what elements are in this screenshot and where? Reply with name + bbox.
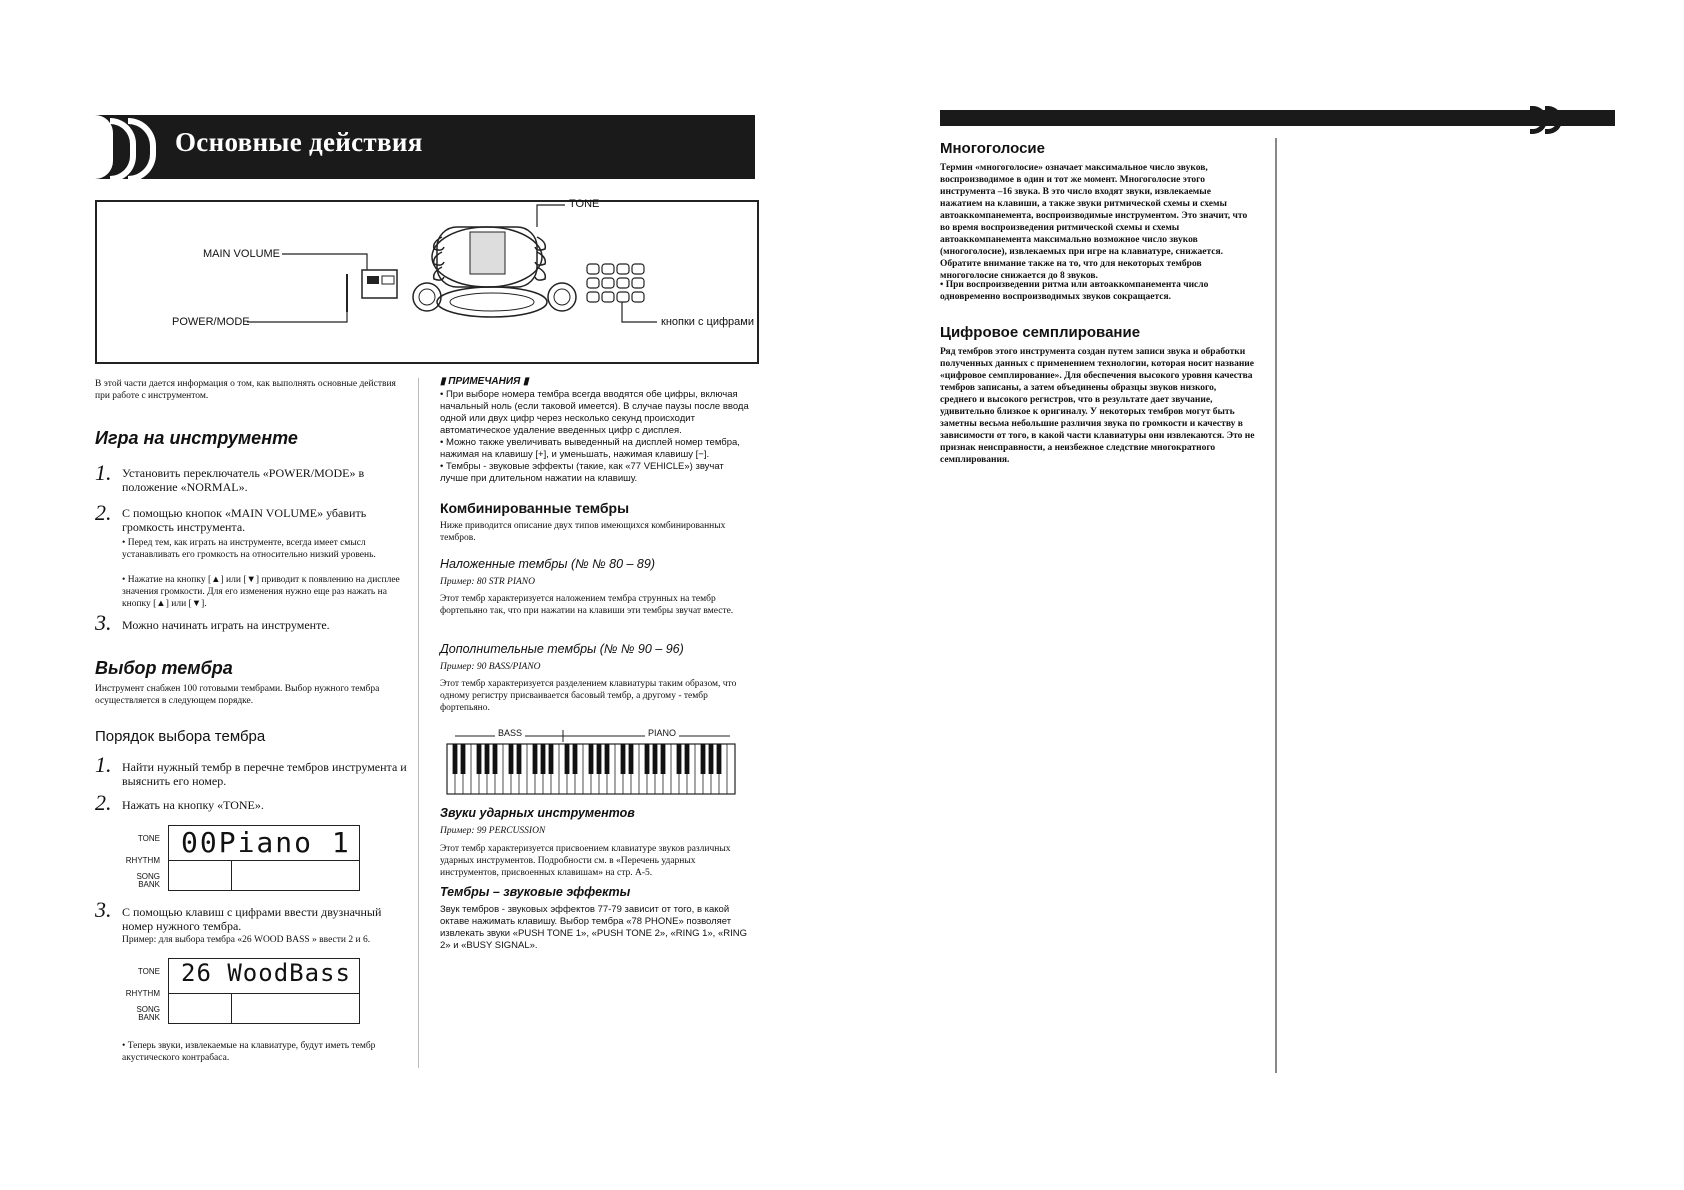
lcd-frame (168, 958, 360, 1024)
step-text: Найти нужный тембр в перечне тембров инструмента и выяснить его номер. (122, 760, 407, 788)
note-item: • При выборе номера тембра всегда вводятся обе цифры, включая начальный ноль (если таковой имеется). В случае паузы после ввода одной или двух цифр через несколько секунд происходит автоматическое удаление введенных цифр с дисплея. (440, 389, 749, 436)
black-key (493, 744, 498, 774)
poly-bullet-text: При воспроизведении ритма или автоаккомпанемента число одновременно воспроизводимых звуков сокращается. (940, 280, 1209, 302)
black-key (701, 744, 706, 774)
keyboard-keys (445, 728, 740, 796)
note-item: • Можно также увеличивать выведенный на дисплей номер тембра, нажимая на клавишу [+], и уменьшать, нажимая клавишу [−]. (440, 437, 740, 460)
step-text: Установить переключатель «POWER/MODE» в положение «NORMAL». (122, 466, 365, 494)
black-key (533, 744, 538, 774)
split-heading: Дополнительные тембры (№ № 90 – 96) (440, 642, 684, 656)
power-mode-label: POWER/MODE (172, 316, 250, 328)
black-key (717, 744, 722, 774)
lcd-song-label: SONG (136, 1005, 160, 1014)
black-key (605, 744, 610, 774)
lcd-frame (168, 825, 360, 891)
bullet-text: Нажатие на кнопку [▲] или [▼] приводит к появлению на дисплее значения громкости. Для его изменения нужно еще раз нажать на кнопку [▲] или [▼]. (122, 575, 400, 609)
black-key (597, 744, 602, 774)
step-number: 2. (95, 790, 112, 815)
sfx-text: Звук тембров - звуковых эффектов 77-79 зависит от того, в какой октаве нажимать клавишу. Выбор тембра «78 PHONE» позволяет извлекать звуки «PUSH TONE 1», «PUSH TONE 2», «RING 1», «RING 2» и «BUSY SIGNAL». (440, 904, 747, 951)
lcd-display-2 (120, 958, 365, 1024)
black-key (621, 744, 626, 774)
poly-heading: Многоголосие (940, 140, 1045, 157)
black-key (709, 744, 714, 774)
black-key (677, 744, 682, 774)
step-text: С помощью кнопок «MAIN VOLUME» убавить громкость инструмента. (122, 506, 367, 534)
black-key (629, 744, 634, 774)
step-text: Нажать на кнопку «TONE». (122, 798, 264, 812)
black-key (453, 744, 458, 774)
step-number: 1. (95, 460, 112, 485)
perc-text: Этот тембр характеризуется присвоением клавиатуре звуков различных ударных инструментов. Подробности см. в «Перечень ударных инструментов, присвоенных клавишам» на стр. А-5. (440, 844, 731, 878)
column-divider (418, 378, 419, 1068)
perc-heading: Звуки ударных инструментов (440, 806, 635, 820)
main-volume-label: MAIN VOLUME (203, 248, 281, 260)
black-key (645, 744, 650, 774)
step-text: С помощью клавиш с цифрами ввести двузначный номер нужного тембра. (122, 905, 382, 933)
bullet-item: • Перед тем, как играть на инструменте, всегда имеет смысл устанавливать его громкость на относительно низкий уровень. (122, 538, 376, 560)
black-key (573, 744, 578, 774)
black-key (565, 744, 570, 774)
step-text: Можно начинать играть на инструменте. (122, 618, 330, 632)
playing-heading: Игра на инструменте (95, 428, 298, 448)
note-text: Тембры - звуковые эффекты (такие, как «77 VEHICLE») звучат лучше при длительном нажатии на клавишу. (440, 461, 724, 484)
lcd-rhythm-label: RHYTHM (125, 856, 160, 865)
lcd-divider (231, 993, 232, 1023)
black-key (661, 744, 666, 774)
lcd-text: 26 WoodBass (181, 959, 351, 987)
black-key (653, 744, 658, 774)
black-key (509, 744, 514, 774)
note-text: При выборе номера тембра всегда вводятся обе цифры, включая начальный ноль (если таковой имеется). В случае паузы после ввода одной или двух цифр через несколько секунд происходит автоматическое удаление введенных цифр с дисплея. (440, 389, 749, 436)
bass-label: BASS (495, 728, 525, 738)
piano-label: PIANO (645, 728, 679, 738)
poly-bullet: • При воспроизведении ритма или автоаккомпанемента число одновременно воспроизводимых звуков сокращается. (940, 280, 1209, 302)
example-text: Пример: для выбора тембра «26 WOOD BASS » ввести 2 и 6. (122, 935, 371, 945)
intro-text: В этой части дается информация о том, как выполнять основные действия при работе с инструментом. (95, 379, 396, 401)
step-number: 3. (95, 897, 112, 922)
split-text: Этот тембр характеризуется разделением клавиатуры таким образом, что одному регистру присваивается басовый тембр, а другому - тембр фортепьяно. (440, 679, 737, 713)
notes-heading-text: ПРИМЕЧАНИЯ (448, 376, 521, 387)
step-number: 2. (95, 500, 112, 525)
lcd-rhythm-label: RHYTHM (125, 989, 160, 998)
lcd-tone-label: TONE (137, 834, 160, 843)
layered-text: Этот тембр характеризуется наложением тембра струнных на тембр фортепьяно так, что при нажатии на клавиши эти тембры звучат вместе. (440, 594, 734, 616)
tone-select-text: Инструмент снабжен 100 готовыми тембрами. Выбор нужного тембра осуществляется в следующем порядке. (95, 684, 380, 706)
lcd-song-label: SONG (136, 872, 160, 881)
lcd-divider (231, 860, 232, 890)
black-key (517, 744, 522, 774)
black-key (589, 744, 594, 774)
bullet-item: • Нажатие на кнопку [▲] или [▼] приводит к появлению на дисплее значения громкости. Для его изменения нужно еще раз нажать на кнопку [▲] или [▼]. (122, 575, 400, 609)
layered-heading: Наложенные тембры (№ № 80 – 89) (440, 557, 655, 571)
lcd-display-1 (120, 825, 365, 891)
black-key (541, 744, 546, 774)
lcd-bank-label: BANK (138, 880, 160, 889)
bullet-item: • Теперь звуки, извлекаемые на клавиатуре, будут иметь тембр акустического контрабаса. (122, 1041, 376, 1063)
tone-label: TONE (569, 198, 600, 210)
sampling-text: Ряд тембров этого инструмента создан путем записи звука и обработки полученных данных с применением технологии, которая носит название «цифровое семплирование». Для обеспечения высокого уровня качества тембров записаны, а затем объединены образцы звуков низкого, среднего и высокого регистров, что в результате дает звучание, удивительно близкое к оригиналу. У некоторых тембров могут быть заметны весьма небольшие различия звука по громкости и качеству в зависимости от того, в какой части клавиатуры они извлекаются. Это не признак неисправности, а неизбежное следствие многократного семплирования. (940, 347, 1255, 465)
keyboard-diagram (95, 200, 759, 364)
black-key (485, 744, 490, 774)
step-number: 3. (95, 610, 112, 635)
keyboard-split-diagram (445, 728, 740, 796)
note-item: • Тембры - звуковые эффекты (такие, как «77 VEHICLE») звучат лучше при длительном нажатии на клавишу. (440, 461, 724, 484)
black-key (477, 744, 482, 774)
lcd-bank-label: BANK (138, 1013, 160, 1022)
combined-heading: Комбинированные тембры (440, 500, 630, 516)
right-header-bar (940, 110, 1615, 126)
lcd-tone-label: TONE (137, 967, 160, 976)
number-keys-label: кнопки с цифрами (661, 316, 754, 328)
order-heading: Порядок выбора тембра (95, 728, 266, 745)
right-column-divider (1275, 138, 1277, 1073)
bullet-text: Теперь звуки, извлекаемые на клавиатуре, будут иметь тембр акустического контрабаса. (122, 1041, 376, 1063)
tone-select-heading: Выбор тембра (95, 658, 233, 678)
poly-text: Термин «многоголосие» означает максимальное число звуков, воспроизводимое в один и тот же момент. Многоголосие этого инструмента –16 звука. В это число входят звуки, извлекаемые нажатием на клавиши, а также звуки ритмической схемы и схемы автоаккомпанемента, воспроизводимые инструментом. Это значит, что во время воспроизведения ритмической схемы и схемы автоаккомпанемента максимально возможное число звуков (многоголосие), извлекаемых при игре на клавиатуре, снижается. Обратите внимание также на то, что для некоторых тембров многоголосие снижается до 8 звуков. (940, 163, 1248, 281)
combined-text: Ниже приводится описание двух типов имеющихся комбинированных тембров. (440, 521, 726, 543)
split-example: Пример: 90 BASS/PIANO (440, 662, 541, 672)
step-number: 1. (95, 752, 112, 777)
keyboard-illustration (97, 202, 757, 362)
black-key (461, 744, 466, 774)
notes-heading: ▮ ПРИМЕЧАНИЯ ▮ (440, 376, 529, 387)
lcd-text: 00Piano 1 (181, 826, 351, 859)
lcd-divider (169, 993, 359, 994)
black-key (685, 744, 690, 774)
bullet-text: Перед тем, как играть на инструменте, всегда имеет смысл устанавливать его громкость на относительно низкий уровень. (122, 538, 376, 560)
page-title: Основные действия (175, 127, 423, 157)
sampling-heading: Цифровое семплирование (940, 324, 1141, 341)
lcd-divider (169, 860, 359, 861)
layered-example: Пример: 80 STR PIANO (440, 577, 535, 587)
black-key (549, 744, 554, 774)
sfx-heading: Тембры – звуковые эффекты (440, 885, 631, 899)
note-text: Можно также увеличивать выведенный на дисплей номер тембра, нажимая на клавишу [+], и уменьшать, нажимая клавишу [−]. (440, 437, 740, 460)
perc-example: Пример: 99 PERCUSSION (440, 826, 546, 836)
